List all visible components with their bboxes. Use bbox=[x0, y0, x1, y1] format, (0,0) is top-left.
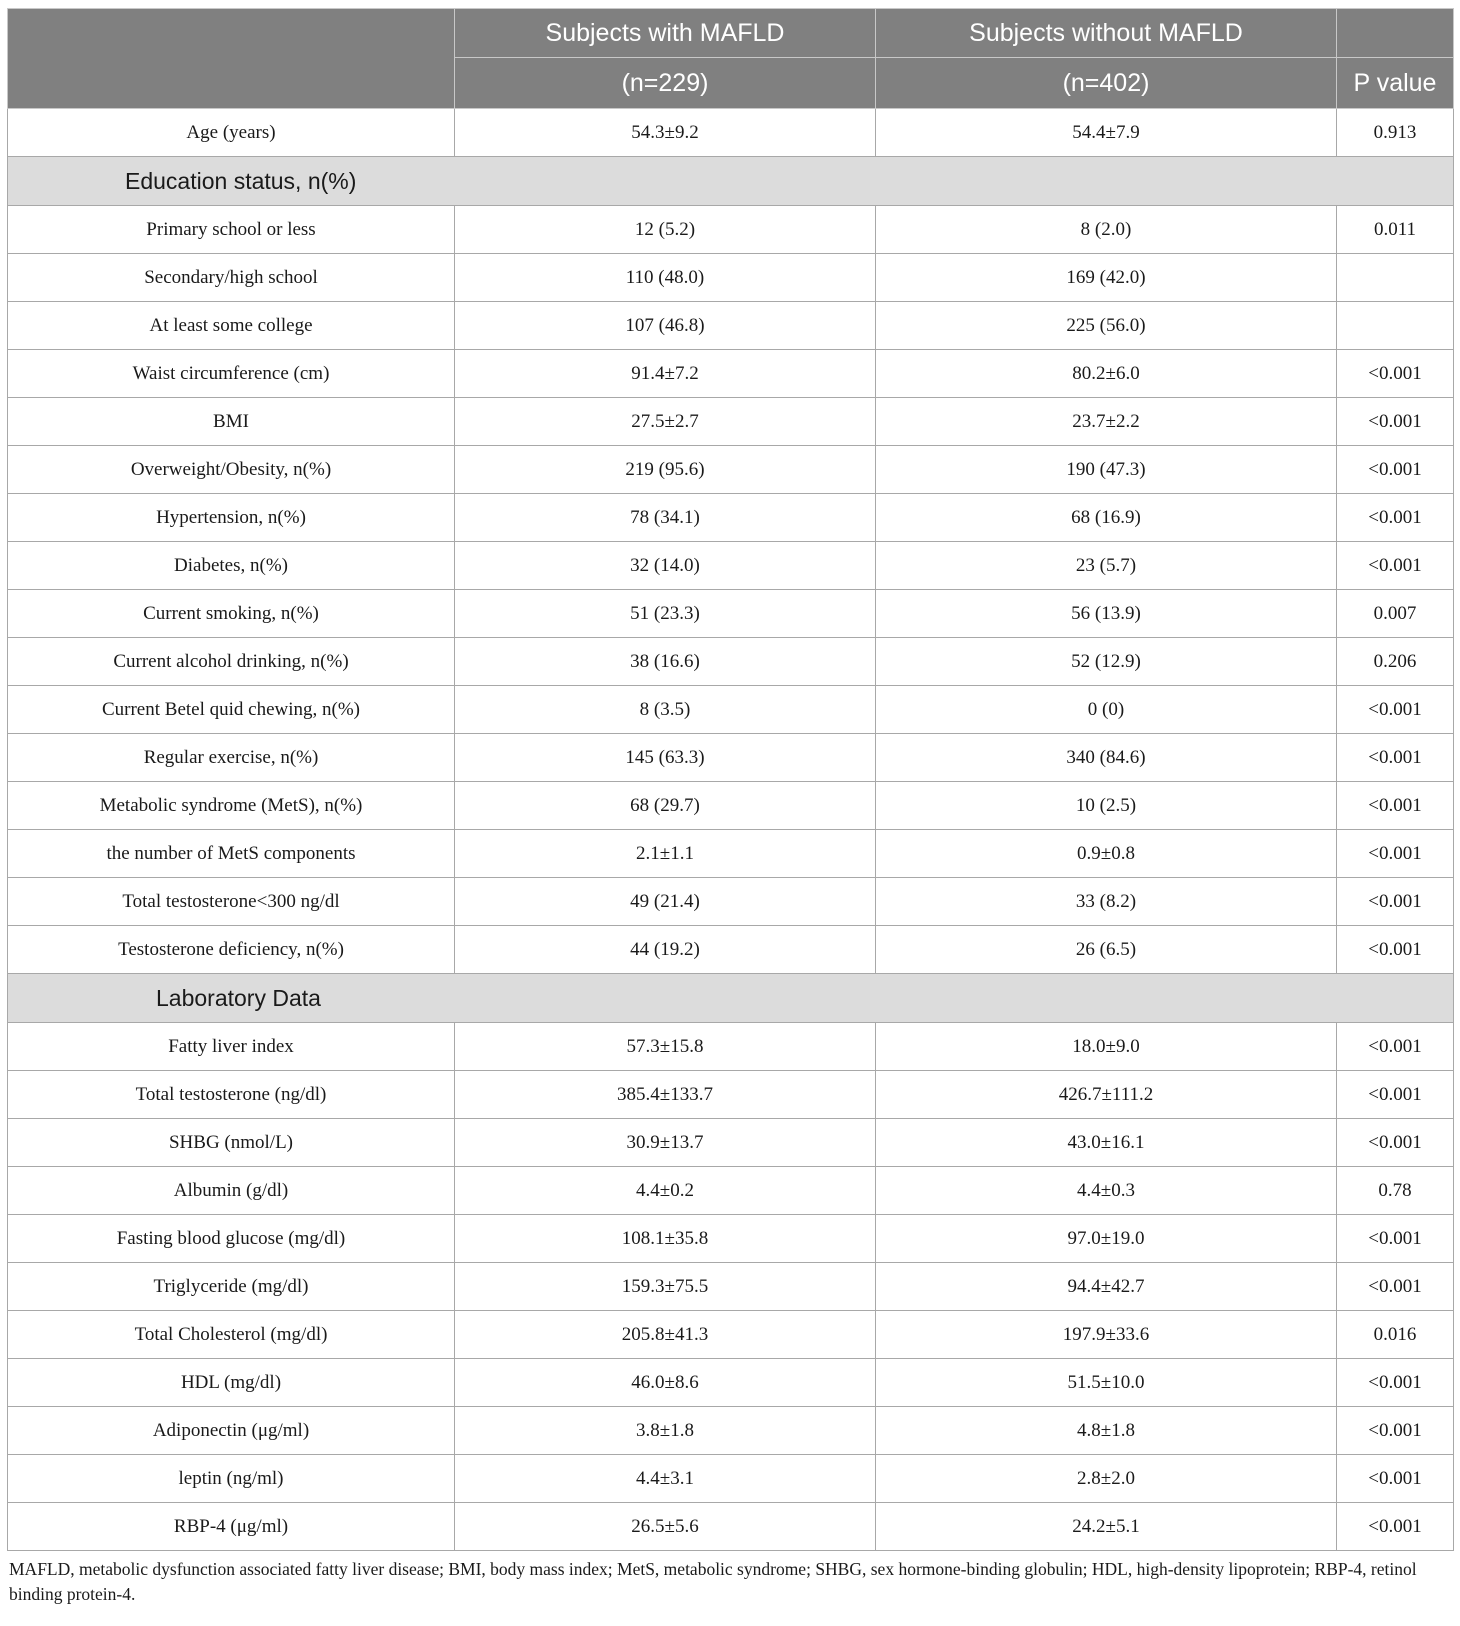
with-mafld-cell: 30.9±13.7 bbox=[455, 1119, 876, 1167]
without-mafld-cell: 4.8±1.8 bbox=[876, 1407, 1337, 1455]
without-mafld-cell: 197.9±33.6 bbox=[876, 1311, 1337, 1359]
without-mafld-cell: 225 (56.0) bbox=[876, 302, 1337, 350]
header-with-mafld-n: (n=229) bbox=[455, 58, 876, 109]
p-value-cell: <0.001 bbox=[1337, 398, 1454, 446]
p-value-cell: <0.001 bbox=[1337, 1407, 1454, 1455]
table-row bbox=[8, 350, 1454, 398]
row-label-cell: Triglyceride (mg/dl) bbox=[8, 1263, 455, 1311]
with-mafld-cell: 108.1±35.8 bbox=[455, 1215, 876, 1263]
without-mafld-cell: 18.0±9.0 bbox=[876, 1023, 1337, 1071]
with-mafld-cell: 49 (21.4) bbox=[455, 878, 876, 926]
header-without-mafld-n: (n=402) bbox=[876, 58, 1337, 109]
p-value-cell: <0.001 bbox=[1337, 1359, 1454, 1407]
p-value-cell: 0.016 bbox=[1337, 1311, 1454, 1359]
table-row bbox=[8, 302, 1454, 350]
row-label-cell: BMI bbox=[8, 398, 455, 446]
with-mafld-cell: 110 (48.0) bbox=[455, 254, 876, 302]
table-row bbox=[8, 1167, 1454, 1215]
with-mafld-cell: 2.1±1.1 bbox=[455, 830, 876, 878]
table-footnote: MAFLD, metabolic dysfunction associated fatty liver disease; BMI, body mass index; MetS, metabolic syndrome; SHBG, sex hormone-binding globulin; HDL, high-density lipoprotein; RBP-4, retinol binding protein-4. bbox=[9, 1559, 1417, 1604]
without-mafld-cell: 97.0±19.0 bbox=[876, 1215, 1337, 1263]
row-label-cell: Secondary/high school bbox=[8, 254, 455, 302]
without-mafld-cell: 23.7±2.2 bbox=[876, 398, 1337, 446]
table-row bbox=[8, 1119, 1454, 1167]
table-row bbox=[8, 398, 1454, 446]
p-value-cell: <0.001 bbox=[1337, 926, 1454, 974]
p-value-cell: <0.001 bbox=[1337, 830, 1454, 878]
table-row bbox=[8, 1503, 1454, 1551]
table-row bbox=[8, 109, 1454, 157]
p-value-cell: <0.001 bbox=[1337, 878, 1454, 926]
table-row bbox=[8, 494, 1454, 542]
with-mafld-cell: 3.8±1.8 bbox=[455, 1407, 876, 1455]
row-label-cell: Adiponectin (μg/ml) bbox=[8, 1407, 455, 1455]
row-label-cell: Waist circumference (cm) bbox=[8, 350, 455, 398]
table-row bbox=[8, 1407, 1454, 1455]
table-row bbox=[8, 782, 1454, 830]
without-mafld-cell: 52 (12.9) bbox=[876, 638, 1337, 686]
table-row bbox=[8, 1263, 1454, 1311]
p-value-cell: <0.001 bbox=[1337, 1455, 1454, 1503]
with-mafld-cell: 51 (23.3) bbox=[455, 590, 876, 638]
row-label-cell: Age (years) bbox=[8, 109, 455, 157]
p-value-cell: <0.001 bbox=[1337, 1119, 1454, 1167]
without-mafld-cell: 23 (5.7) bbox=[876, 542, 1337, 590]
p-value-cell: <0.001 bbox=[1337, 734, 1454, 782]
p-value-cell: 0.011 bbox=[1337, 206, 1454, 254]
section-row bbox=[8, 157, 1454, 206]
without-mafld-cell: 10 (2.5) bbox=[876, 782, 1337, 830]
row-label-cell: the number of MetS components bbox=[8, 830, 455, 878]
p-value-cell: <0.001 bbox=[1337, 686, 1454, 734]
with-mafld-cell: 38 (16.6) bbox=[455, 638, 876, 686]
header-p-value: P value bbox=[1337, 58, 1454, 109]
p-value-cell: 0.007 bbox=[1337, 590, 1454, 638]
without-mafld-cell: 43.0±16.1 bbox=[876, 1119, 1337, 1167]
with-mafld-cell: 107 (46.8) bbox=[455, 302, 876, 350]
with-mafld-cell: 78 (34.1) bbox=[455, 494, 876, 542]
without-mafld-cell: 26 (6.5) bbox=[876, 926, 1337, 974]
table-body bbox=[8, 109, 1454, 1551]
with-mafld-cell: 27.5±2.7 bbox=[455, 398, 876, 446]
table-row bbox=[8, 254, 1454, 302]
with-mafld-cell: 159.3±75.5 bbox=[455, 1263, 876, 1311]
row-label-cell: Albumin (g/dl) bbox=[8, 1167, 455, 1215]
with-mafld-cell: 32 (14.0) bbox=[455, 542, 876, 590]
row-label-cell: Total testosterone (ng/dl) bbox=[8, 1071, 455, 1119]
table-header bbox=[8, 9, 1454, 109]
row-label-cell: Hypertension, n(%) bbox=[8, 494, 455, 542]
row-label-cell: Overweight/Obesity, n(%) bbox=[8, 446, 455, 494]
p-value-cell: <0.001 bbox=[1337, 1503, 1454, 1551]
without-mafld-cell: 4.4±0.3 bbox=[876, 1167, 1337, 1215]
with-mafld-cell: 44 (19.2) bbox=[455, 926, 876, 974]
table-row bbox=[8, 830, 1454, 878]
without-mafld-cell: 80.2±6.0 bbox=[876, 350, 1337, 398]
p-value-cell: <0.001 bbox=[1337, 350, 1454, 398]
with-mafld-cell: 68 (29.7) bbox=[455, 782, 876, 830]
p-value-cell bbox=[1337, 254, 1454, 302]
p-value-cell: <0.001 bbox=[1337, 542, 1454, 590]
row-label-cell: Primary school or less bbox=[8, 206, 455, 254]
header-p-blank bbox=[1337, 9, 1454, 58]
table-row bbox=[8, 206, 1454, 254]
p-value-cell: <0.001 bbox=[1337, 446, 1454, 494]
row-label-cell: RBP-4 (μg/ml) bbox=[8, 1503, 455, 1551]
without-mafld-cell: 54.4±7.9 bbox=[876, 109, 1337, 157]
row-label-cell: Fatty liver index bbox=[8, 1023, 455, 1071]
p-value-cell: <0.001 bbox=[1337, 1023, 1454, 1071]
table-container bbox=[7, 8, 1453, 1607]
header-with-mafld: Subjects with MAFLD bbox=[455, 9, 876, 58]
section-row bbox=[8, 974, 1454, 1023]
with-mafld-cell: 54.3±9.2 bbox=[455, 109, 876, 157]
without-mafld-cell: 94.4±42.7 bbox=[876, 1263, 1337, 1311]
table-row bbox=[8, 590, 1454, 638]
table-row bbox=[8, 446, 1454, 494]
p-value-cell: <0.001 bbox=[1337, 1215, 1454, 1263]
p-value-cell: <0.001 bbox=[1337, 782, 1454, 830]
row-label-cell: leptin (ng/ml) bbox=[8, 1455, 455, 1503]
baseline-characteristics-table bbox=[7, 8, 1454, 1551]
header-without-mafld: Subjects without MAFLD bbox=[876, 9, 1337, 58]
row-label-cell: Metabolic syndrome (MetS), n(%) bbox=[8, 782, 455, 830]
without-mafld-cell: 24.2±5.1 bbox=[876, 1503, 1337, 1551]
p-value-cell: 0.206 bbox=[1337, 638, 1454, 686]
p-value-cell: 0.913 bbox=[1337, 109, 1454, 157]
table-row bbox=[8, 686, 1454, 734]
table-row bbox=[8, 1023, 1454, 1071]
without-mafld-cell: 33 (8.2) bbox=[876, 878, 1337, 926]
table-row bbox=[8, 542, 1454, 590]
row-label-cell: HDL (mg/dl) bbox=[8, 1359, 455, 1407]
with-mafld-cell: 91.4±7.2 bbox=[455, 350, 876, 398]
p-value-cell: <0.001 bbox=[1337, 1263, 1454, 1311]
table-row bbox=[8, 1215, 1454, 1263]
p-value-cell: <0.001 bbox=[1337, 1071, 1454, 1119]
table-row bbox=[8, 638, 1454, 686]
with-mafld-cell: 26.5±5.6 bbox=[455, 1503, 876, 1551]
row-label-cell: Regular exercise, n(%) bbox=[8, 734, 455, 782]
table-row bbox=[8, 1359, 1454, 1407]
with-mafld-cell: 57.3±15.8 bbox=[455, 1023, 876, 1071]
with-mafld-cell: 4.4±0.2 bbox=[455, 1167, 876, 1215]
row-label-cell: Current Betel quid chewing, n(%) bbox=[8, 686, 455, 734]
without-mafld-cell: 56 (13.9) bbox=[876, 590, 1337, 638]
section-heading: Education status, n(%) bbox=[8, 157, 1454, 206]
without-mafld-cell: 68 (16.9) bbox=[876, 494, 1337, 542]
without-mafld-cell: 340 (84.6) bbox=[876, 734, 1337, 782]
without-mafld-cell: 8 (2.0) bbox=[876, 206, 1337, 254]
table-row bbox=[8, 1455, 1454, 1503]
without-mafld-cell: 426.7±111.2 bbox=[876, 1071, 1337, 1119]
row-label-cell: Testosterone deficiency, n(%) bbox=[8, 926, 455, 974]
without-mafld-cell: 2.8±2.0 bbox=[876, 1455, 1337, 1503]
header-empty-cell bbox=[8, 9, 455, 109]
row-label-cell: At least some college bbox=[8, 302, 455, 350]
without-mafld-cell: 0 (0) bbox=[876, 686, 1337, 734]
with-mafld-cell: 46.0±8.6 bbox=[455, 1359, 876, 1407]
with-mafld-cell: 145 (63.3) bbox=[455, 734, 876, 782]
table-row bbox=[8, 1311, 1454, 1359]
with-mafld-cell: 205.8±41.3 bbox=[455, 1311, 876, 1359]
without-mafld-cell: 51.5±10.0 bbox=[876, 1359, 1337, 1407]
section-heading: Laboratory Data bbox=[8, 974, 1454, 1023]
without-mafld-cell: 0.9±0.8 bbox=[876, 830, 1337, 878]
with-mafld-cell: 385.4±133.7 bbox=[455, 1071, 876, 1119]
with-mafld-cell: 12 (5.2) bbox=[455, 206, 876, 254]
table-row bbox=[8, 734, 1454, 782]
row-label-cell: Total testosterone<300 ng/dl bbox=[8, 878, 455, 926]
row-label-cell: Total Cholesterol (mg/dl) bbox=[8, 1311, 455, 1359]
row-label-cell: Current alcohol drinking, n(%) bbox=[8, 638, 455, 686]
p-value-cell bbox=[1337, 302, 1454, 350]
row-label-cell: Diabetes, n(%) bbox=[8, 542, 455, 590]
with-mafld-cell: 8 (3.5) bbox=[455, 686, 876, 734]
with-mafld-cell: 219 (95.6) bbox=[455, 446, 876, 494]
row-label-cell: Fasting blood glucose (mg/dl) bbox=[8, 1215, 455, 1263]
without-mafld-cell: 169 (42.0) bbox=[876, 254, 1337, 302]
row-label-cell: Current smoking, n(%) bbox=[8, 590, 455, 638]
p-value-cell: <0.001 bbox=[1337, 494, 1454, 542]
table-row bbox=[8, 878, 1454, 926]
table-row bbox=[8, 1071, 1454, 1119]
p-value-cell: 0.78 bbox=[1337, 1167, 1454, 1215]
table-row bbox=[8, 926, 1454, 974]
without-mafld-cell: 190 (47.3) bbox=[876, 446, 1337, 494]
with-mafld-cell: 4.4±3.1 bbox=[455, 1455, 876, 1503]
row-label-cell: SHBG (nmol/L) bbox=[8, 1119, 455, 1167]
